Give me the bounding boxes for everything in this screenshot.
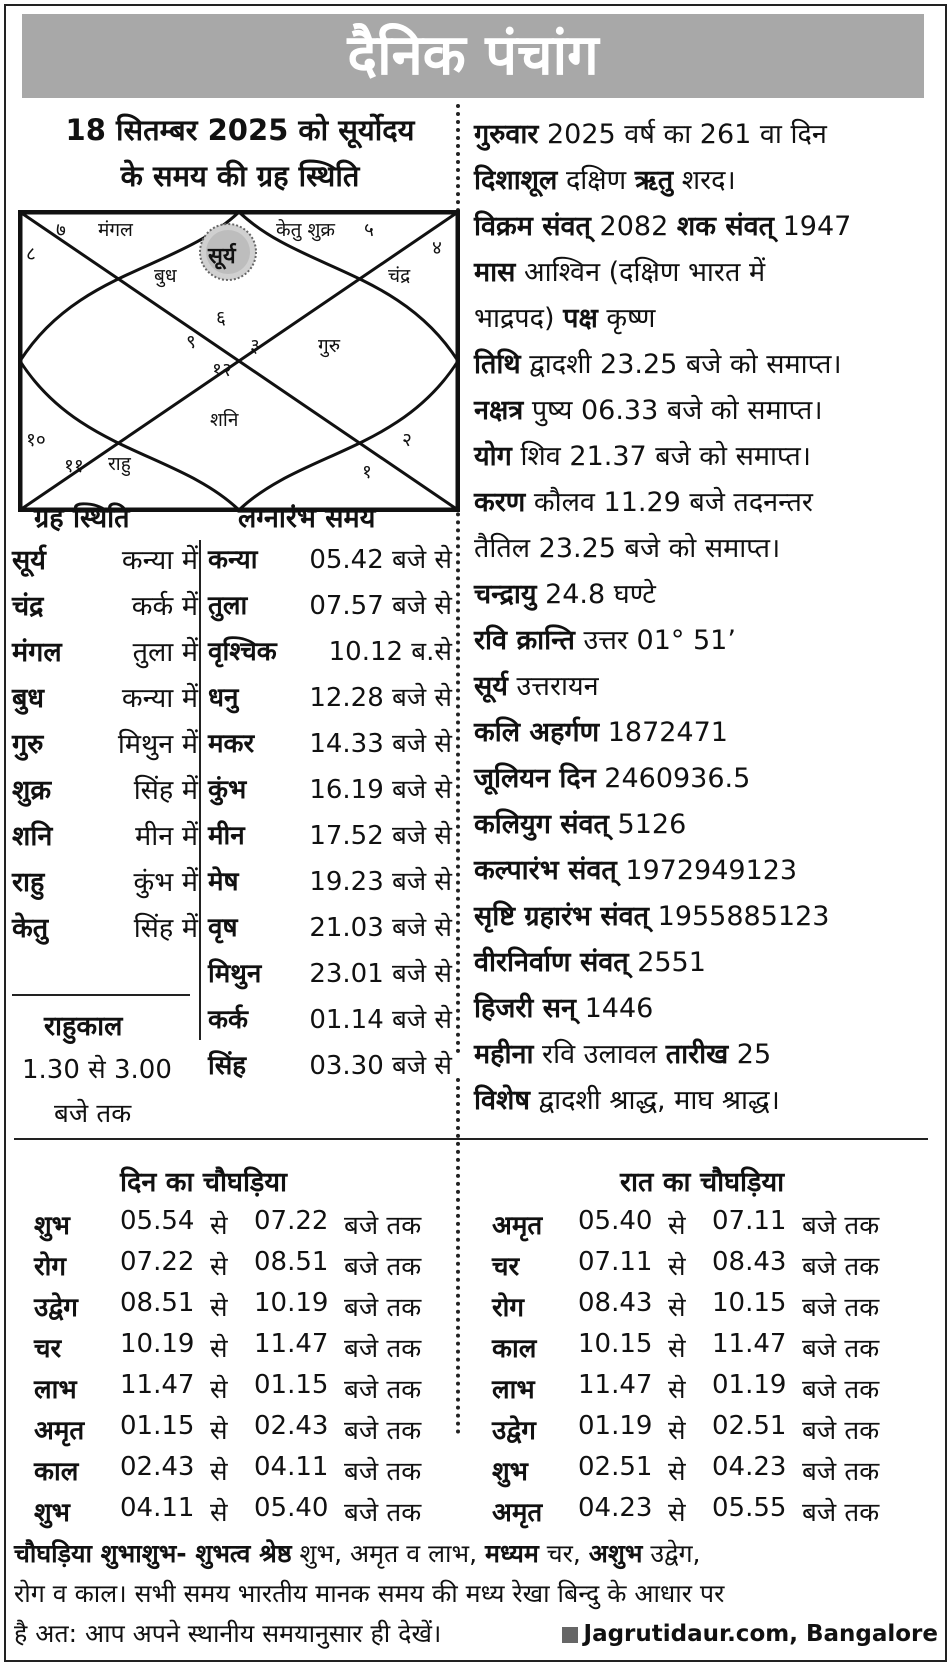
info-vishesh: विशेष द्वादशी श्राद्ध, माघ श्राद्ध।	[474, 1085, 780, 1116]
lagna-row	[208, 540, 452, 586]
lagna-rashi: कर्क	[208, 1005, 248, 1035]
choghadiya-se: से	[210, 1375, 228, 1405]
choghadiya-name: लाभ	[492, 1375, 535, 1405]
house-7: ७	[56, 219, 66, 241]
choghadiya-tak: बजे तक	[802, 1293, 880, 1323]
lagna-time: 01.14 बजे से	[309, 1005, 452, 1035]
choghadiya-name: लाभ	[34, 1375, 77, 1405]
choghadiya-name: काल	[492, 1334, 537, 1364]
graha-lagna-divider	[199, 540, 201, 1040]
planet-sun: सूर्य	[208, 244, 236, 269]
graha-sign: कर्क में	[131, 591, 198, 622]
choghadiya-se: से	[668, 1252, 686, 1282]
choghadiya-tak: बजे तक	[344, 1334, 422, 1364]
choghadiya-se: से	[210, 1211, 228, 1241]
choghadiya-from: 07.22	[120, 1247, 195, 1277]
brand-square-icon	[562, 1627, 578, 1643]
graha-row	[12, 724, 198, 770]
graha-row	[12, 908, 198, 954]
info-vaar: गुरुवार 2025 वर्ष का 261 वा दिन	[474, 119, 827, 150]
info-mahina: महीना रवि उलावल तारीख 25	[474, 1039, 772, 1070]
choghadiya-from: 02.43	[120, 1452, 195, 1482]
choghadiya-from: 02.51	[578, 1452, 653, 1482]
graha-sign: मिथुन में	[117, 729, 198, 760]
choghadiya-row	[34, 1370, 454, 1411]
rahukaal-time: 1.30 से 3.00	[22, 1055, 172, 1085]
lagna-rashi: कुंभ	[208, 775, 247, 805]
footer-brand: Jagrutidaur.com, Bangalore	[562, 1614, 938, 1654]
choghadiya-to: 04.11	[254, 1452, 329, 1482]
lagna-rashi: वृश्चिक	[208, 637, 277, 667]
choghadiya-tak: बजे तक	[802, 1211, 880, 1241]
graha-sthiti-heading: ग्रह स्थिति	[34, 503, 130, 534]
info-hijri: हिजरी सन् 1446	[474, 993, 654, 1024]
choghadiya-from: 05.40	[578, 1206, 653, 1236]
house-12: १२	[212, 359, 232, 381]
choghadiya-tak: बजे तक	[344, 1211, 422, 1241]
chart-heading-line1: 18 सितम्बर 2025 को सूर्योदय	[65, 113, 415, 147]
choghadiya-from: 11.47	[120, 1370, 195, 1400]
choghadiya-tak: बजे तक	[344, 1416, 422, 1446]
choghadiya-to: 07.11	[712, 1206, 787, 1236]
choghadiya-tak: बजे तक	[802, 1375, 880, 1405]
choghadiya-se: से	[210, 1416, 228, 1446]
lagna-rashi: मिथुन	[208, 959, 262, 989]
choghadiya-se: से	[668, 1211, 686, 1241]
lagna-time: 10.12 ब.से	[328, 637, 452, 667]
lagna-rashi: कन्या	[208, 545, 258, 575]
choghadiya-tak: बजे तक	[802, 1252, 880, 1282]
choghadiya-from: 01.15	[120, 1411, 195, 1441]
lagna-row	[208, 586, 452, 632]
house-8: ८	[26, 243, 36, 265]
choghadiya-row	[34, 1329, 454, 1370]
choghadiya-tak: बजे तक	[802, 1416, 880, 1446]
info-paksha: भाद्रपद) पक्ष कृष्ण	[474, 303, 656, 334]
graha-sign: सिंह में	[133, 775, 198, 806]
choghadiya-name: रोग	[492, 1293, 525, 1323]
rahukaal-suffix: बजे तक	[54, 1099, 132, 1129]
choghadiya-top-divider	[14, 1138, 928, 1140]
choghadiya-name: शुभ	[492, 1457, 528, 1487]
graha-row	[12, 678, 198, 724]
graha-planet: केतु	[12, 913, 49, 944]
rahukaal-divider	[12, 994, 190, 996]
choghadiya-se: से	[668, 1293, 686, 1323]
info-yoga: योग शिव 21.37 बजे को समाप्त।	[474, 441, 811, 472]
choghadiya-to: 10.19	[254, 1288, 329, 1318]
footer-line1: चौघड़िया शुभाशुभ- शुभत्व श्रेष्ठ शुभ, अमृत व लाभ, मध्यम चर, अशुभ उद्वेग,	[14, 1539, 701, 1568]
lagna-rashi: धनु	[208, 683, 239, 713]
graha-sign: तुला में	[132, 637, 198, 668]
choghadiya-se: से	[668, 1416, 686, 1446]
graha-row	[12, 632, 198, 678]
lagna-row	[208, 954, 452, 1000]
planet-guru: गुरु	[318, 335, 341, 357]
graha-sign: कन्या में	[121, 683, 198, 714]
lagna-row	[208, 1000, 452, 1046]
choghadiya-row	[492, 1452, 912, 1493]
choghadiya-from: 05.54	[120, 1206, 195, 1236]
choghadiya-to: 02.43	[254, 1411, 329, 1441]
lagna-row	[208, 908, 452, 954]
choghadiya-name: उद्वेग	[492, 1416, 536, 1446]
house-4: ४	[432, 237, 442, 259]
choghadiya-se: से	[668, 1457, 686, 1487]
raat-choghadiya-heading: रात का चौघड़िया	[620, 1167, 785, 1198]
choghadiya-to: 10.15	[712, 1288, 787, 1318]
footer-line2: रोग व काल। सभी समय भारतीय मानक समय की मध्य रेखा बिन्दु के आधार पर	[14, 1579, 725, 1608]
lagna-time: 03.30 बजे से	[309, 1051, 452, 1081]
house-9: ९	[186, 331, 196, 353]
info-nakshatra: नक्षत्र पुष्य 06.33 बजे को समाप्त।	[474, 395, 823, 426]
choghadiya-se: से	[668, 1498, 686, 1528]
choghadiya-tak: बजे तक	[344, 1498, 422, 1528]
choghadiya-name: चर	[34, 1334, 62, 1364]
graha-planet: शुक्र	[12, 775, 52, 806]
page-title: दैनिक पंचांग	[22, 14, 924, 98]
choghadiya-from: 10.15	[578, 1329, 653, 1359]
graha-planet: गुरु	[12, 729, 44, 760]
choghadiya-name: अमृत	[492, 1498, 543, 1528]
choghadiya-tak: बजे तक	[344, 1375, 422, 1405]
choghadiya-se: से	[210, 1252, 228, 1282]
lagna-row	[208, 862, 452, 908]
choghadiya-row	[34, 1493, 454, 1534]
footer-note	[14, 1534, 938, 1654]
choghadiya-to: 05.55	[712, 1493, 787, 1523]
choghadiya-name: रोग	[34, 1252, 67, 1282]
choghadiya-row	[492, 1411, 912, 1452]
info-maas: मास आश्विन (दक्षिण भारत में	[474, 257, 766, 288]
choghadiya-from: 01.19	[578, 1411, 653, 1441]
lagna-time: 19.23 बजे से	[309, 867, 452, 897]
lagna-rashi: मकर	[208, 729, 255, 759]
planet-mars: मंगल	[98, 219, 133, 241]
choghadiya-tak: बजे तक	[802, 1498, 880, 1528]
choghadiya-row	[34, 1206, 454, 1247]
choghadiya-name: काल	[34, 1457, 79, 1487]
choghadiya-name: शुभ	[34, 1211, 70, 1241]
info-tithi: तिथि द्वादशी 23.25 बजे को समाप्त।	[474, 349, 842, 380]
choghadiya-to: 11.47	[254, 1329, 329, 1359]
choghadiya-to: 01.15	[254, 1370, 329, 1400]
choghadiya-se: से	[210, 1498, 228, 1528]
lagna-row	[208, 678, 452, 724]
graha-planet: राहु	[12, 867, 45, 898]
lagna-rashi: सिंह	[208, 1051, 247, 1081]
graha-sign: कन्या में	[121, 545, 198, 576]
graha-planet: शनि	[12, 821, 53, 852]
choghadiya-tak: बजे तक	[802, 1334, 880, 1364]
choghadiya-from: 11.47	[578, 1370, 653, 1400]
choghadiya-row	[492, 1247, 912, 1288]
choghadiya-to: 11.47	[712, 1329, 787, 1359]
graha-planet: सूर्य	[12, 545, 46, 576]
choghadiya-row	[492, 1206, 912, 1247]
graha-sign: कुंभ में	[133, 867, 198, 898]
lagna-row	[208, 816, 452, 862]
info-veernirvan-samvat: वीरनिर्वाण संवत् 2551	[474, 947, 706, 978]
choghadiya-from: 10.19	[120, 1329, 195, 1359]
choghadiya-name: शुभ	[34, 1498, 70, 1528]
kundli-lines	[18, 210, 460, 512]
choghadiya-tak: बजे तक	[344, 1457, 422, 1487]
choghadiya-tak: बजे तक	[344, 1293, 422, 1323]
choghadiya-name: अमृत	[34, 1416, 85, 1446]
choghadiya-from: 04.11	[120, 1493, 195, 1523]
choghadiya-se: से	[668, 1375, 686, 1405]
info-samvat: विक्रम संवत् 2082 शक संवत् 1947	[474, 211, 852, 242]
choghadiya-row	[492, 1288, 912, 1329]
choghadiya-name: अमृत	[492, 1211, 543, 1241]
info-dishashool: दिशाशूल दक्षिण ऋतु शरद।	[474, 165, 736, 196]
lagna-time: 12.28 बजे से	[309, 683, 452, 713]
graha-row	[12, 816, 198, 862]
lagna-time: 16.19 बजे से	[309, 775, 452, 805]
graha-row	[12, 540, 198, 586]
info-karan-cont: तैतिल 23.25 बजे को समाप्त।	[474, 533, 781, 564]
graha-row	[12, 862, 198, 908]
choghadiya-row	[492, 1493, 912, 1534]
choghadiya-from: 07.11	[578, 1247, 653, 1277]
lagna-time: 14.33 बजे से	[309, 729, 452, 759]
choghadiya-to: 05.40	[254, 1493, 329, 1523]
graha-row	[12, 770, 198, 816]
choghadiya-to: 08.43	[712, 1247, 787, 1277]
choghadiya-name: उद्वेग	[34, 1293, 78, 1323]
lagna-row	[208, 632, 452, 678]
house-6: ६	[216, 307, 226, 329]
choghadiya-row	[492, 1329, 912, 1370]
choghadiya-se: से	[210, 1457, 228, 1487]
info-srishti-samvat: सृष्टि ग्रहारंभ संवत् 1955885123	[474, 901, 830, 932]
bottom-column-divider	[456, 1078, 460, 1434]
lagna-row	[208, 1046, 452, 1092]
house-1: १	[362, 461, 372, 483]
house-3: ३	[250, 335, 260, 357]
house-2: २	[402, 429, 412, 451]
din-choghadiya-heading: दिन का चौघड़िया	[120, 1167, 288, 1198]
graha-sign: सिंह में	[133, 913, 198, 944]
lagna-time: 05.42 बजे से	[309, 545, 452, 575]
kundli-chart	[18, 210, 460, 512]
choghadiya-to: 07.22	[254, 1206, 329, 1236]
choghadiya-se: से	[210, 1334, 228, 1364]
graha-planet: बुध	[12, 683, 45, 714]
info-julian-day: जूलियन दिन 2460936.5	[474, 763, 751, 794]
chart-heading-line2: के समय की ग्रह स्थिति	[120, 159, 360, 193]
choghadiya-to: 08.51	[254, 1247, 329, 1277]
planet-budh: बुध	[154, 265, 177, 287]
house-10: १०	[26, 429, 46, 451]
choghadiya-row	[34, 1411, 454, 1452]
choghadiya-to: 02.51	[712, 1411, 787, 1441]
choghadiya-name: चर	[492, 1252, 520, 1282]
choghadiya-to: 01.19	[712, 1370, 787, 1400]
footer-line3: है अत: आप अपने स्थानीय समयानुसार ही देखें। Jagrutidaur.com, Bangalore	[14, 1614, 938, 1654]
choghadiya-from: 08.43	[578, 1288, 653, 1318]
choghadiya-from: 04.23	[578, 1493, 653, 1523]
info-ravi-kranti: रवि क्रान्ति उत्तर 01° 51’	[474, 625, 736, 656]
planet-shani: शनि	[210, 409, 239, 431]
info-kaliyug-samvat: कलियुग संवत् 5126	[474, 809, 687, 840]
info-chandrayu: चन्द्रायु 24.8 घण्टे	[474, 579, 656, 610]
lagnarambh-heading: लग्नारंभ समय	[238, 503, 376, 534]
lagna-time: 07.57 बजे से	[309, 591, 452, 621]
house-11: ११	[64, 455, 84, 477]
graha-planet: चंद्र	[12, 591, 44, 622]
lagna-time: 23.01 बजे से	[309, 959, 452, 989]
choghadiya-row	[34, 1452, 454, 1493]
choghadiya-tak: बजे तक	[802, 1457, 880, 1487]
choghadiya-se: से	[668, 1334, 686, 1364]
planet-chandra: चंद्र	[388, 265, 411, 287]
info-surya: सूर्य उत्तरायन	[474, 671, 599, 702]
info-kali-ahargan: कलि अहर्गण 1872471	[474, 717, 728, 748]
choghadiya-row	[492, 1370, 912, 1411]
info-kalparambh-samvat: कल्पारंभ संवत् 1972949123	[474, 855, 798, 886]
graha-row	[12, 586, 198, 632]
lagna-row	[208, 770, 452, 816]
lagna-rashi: तुला	[208, 591, 248, 621]
choghadiya-se: से	[210, 1293, 228, 1323]
info-karan: करण कौलव 11.29 बजे तदनन्तर	[474, 487, 813, 518]
lagna-time: 21.03 बजे से	[309, 913, 452, 943]
choghadiya-tak: बजे तक	[344, 1252, 422, 1282]
planet-rahu: राहु	[108, 453, 131, 475]
lagna-rashi: वृष	[208, 913, 238, 943]
planet-ketu-shukra: केतु शुक्र	[276, 219, 335, 241]
lagna-rashi: मेष	[208, 867, 239, 897]
choghadiya-to: 04.23	[712, 1452, 787, 1482]
choghadiya-from: 08.51	[120, 1288, 195, 1318]
choghadiya-row	[34, 1288, 454, 1329]
graha-planet: मंगल	[12, 637, 62, 668]
choghadiya-row	[34, 1247, 454, 1288]
lagna-rashi: मीन	[208, 821, 245, 851]
rahukaal-heading: राहुकाल	[44, 1011, 123, 1042]
graha-sign: मीन में	[135, 821, 198, 852]
lagna-row	[208, 724, 452, 770]
house-5: ५	[364, 219, 374, 241]
lagna-time: 17.52 बजे से	[309, 821, 452, 851]
